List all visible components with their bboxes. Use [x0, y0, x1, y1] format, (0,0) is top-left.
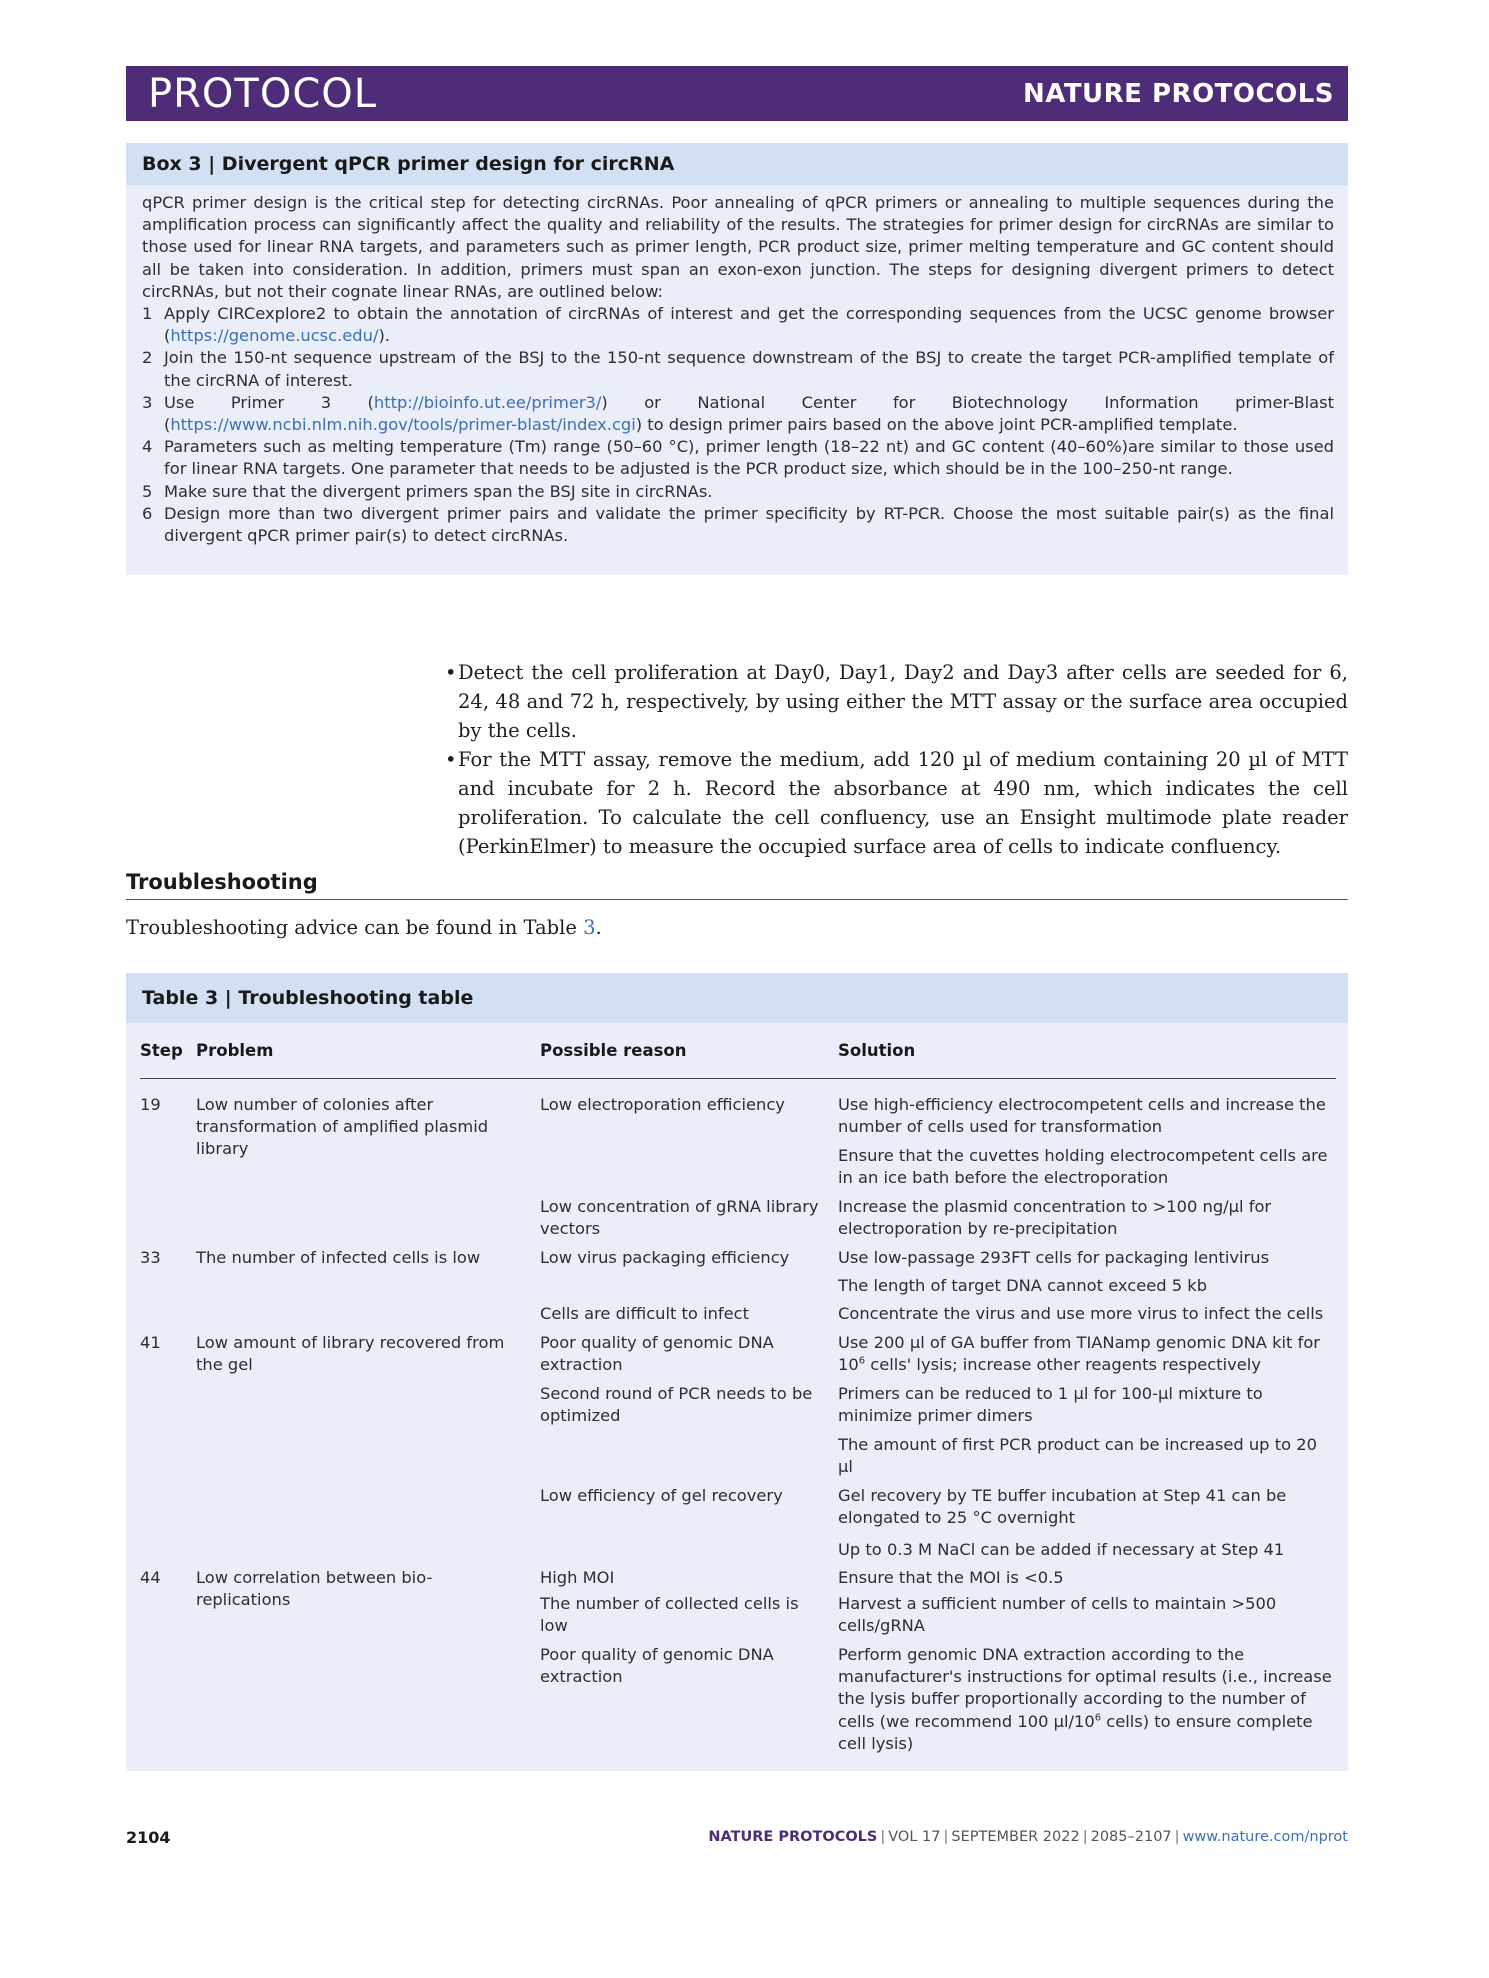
box-step-text: Design more than two divergent primer pairs and validate the primer specificity by RT-PCR. Choose the most suitable pair(s) as the final divergent qPCR primer pair(s) to detect circRNAs.: [164, 503, 1334, 546]
bullet-item: [445, 745, 1348, 861]
table-step: 41: [140, 1333, 161, 1352]
footer-pages: 2085–2107: [1090, 1829, 1172, 1845]
bullet-dot: •: [445, 661, 457, 684]
section-label: PROTOCOL: [148, 70, 378, 117]
table-problem: Low number of colonies after transformation of amplified plasmid library: [196, 1095, 489, 1159]
table-reason: Low efficiency of gel recovery: [540, 1486, 783, 1505]
primer3-link[interactable]: http://bioinfo.ut.ee/primer3/: [373, 392, 602, 412]
box-3-title: Box 3 | Divergent qPCR primer design for circRNA: [126, 143, 1348, 185]
table-reason: The number of collected cells is low: [540, 1594, 799, 1636]
table-solution: The amount of first PCR product can be increased up to 20 µl: [838, 1435, 1317, 1477]
table-solution: Harvest a sufficient number of cells to maintain >500 cells/gRNA: [838, 1594, 1277, 1636]
table-solution: Use high-efficiency electrocompetent cells and increase the number of cells used for transformation: [838, 1095, 1326, 1137]
table-3-title: Table 3 | Troubleshooting table: [126, 973, 1348, 1023]
box-step-number: 3: [142, 392, 153, 412]
bullet-item: [445, 658, 1348, 745]
table-solution: Use low-passage 293FT cells for packaging lentivirus: [838, 1248, 1270, 1267]
box-step-text: Apply CIRCexplore2 to obtain the annotation of circRNAs of interest and get the corresponding sequences from the UCSC genome browser (https://genome.ucsc.edu/).: [164, 304, 1334, 346]
primer-blast-link[interactable]: https://www.ncbi.nlm.nih.gov/tools/primer-blast/index.cgi: [170, 415, 636, 435]
table-header: [140, 1028, 1336, 1079]
box-3-intro: qPCR primer design is the critical step for detecting circRNAs. Poor annealing of qPCR primers or annealing to multiple sequences during the amplification process can significantly affect the quality and reliability of the results. The strategies for primer design for circRNAs are similar to those used for linear RNA targets, and parameters such as primer length, PCR product size, primer melting temperature and GC content should all be taken into consideration. In addition, primers must span an exon-exon junction. The steps for designing divergent primers to detect circRNAs, but not their cognate linear RNAs, are outlined below:: [142, 193, 1334, 301]
table-reason: High MOI: [540, 1568, 615, 1587]
table-step: 33: [140, 1248, 161, 1267]
box-step-number: 1: [142, 304, 153, 324]
box-step-number: 4: [142, 437, 153, 457]
table-reason: Second round of PCR needs to be optimized: [540, 1384, 813, 1426]
table-problem: Low amount of library recovered from the gel: [196, 1333, 505, 1375]
box-step: [142, 436, 1334, 480]
table-solution: Primers can be reduced to 1 µl for 100-µl mixture to minimize primer dimers: [838, 1384, 1263, 1426]
troubleshooting-heading: Troubleshooting: [126, 870, 1348, 900]
table-solution: Perform genomic DNA extraction according to the manufacturer's instructions for optimal results (i.e., increase the lysis buffer proportionally according to the number of cells (we recommend 100 $\mu l/10^6$ cells) to ensure complete cell lysis): [838, 1645, 1332, 1753]
box-3: [126, 143, 1348, 575]
table-reason: Low virus packaging efficiency: [540, 1248, 790, 1267]
header-problem: Problem: [196, 1041, 274, 1060]
footer-journal: NATURE PROTOCOLS: [708, 1829, 878, 1845]
header-solution: Solution: [838, 1041, 916, 1060]
troubleshooting-text: Troubleshooting advice can be found in Table 3.: [126, 916, 602, 939]
bullet-text: Detect the cell proliferation at Day0, Day1, Day2 and Day3 after cells are seeded for 6, 24, 48 and 72 h, respectively, by using either the MTT assay or the surface area occupied by the cells.: [458, 661, 1348, 742]
footer-date: SEPTEMBER 2022: [951, 1829, 1080, 1845]
box-step-number: 2: [142, 348, 153, 368]
header-step: Step: [140, 1041, 183, 1060]
table-step: 44: [140, 1568, 161, 1587]
footer-volume: VOL 17: [888, 1829, 941, 1845]
box-step-text: Make sure that the divergent primers span the BSJ site in circRNAs.: [164, 481, 713, 501]
table-solution: Use 200 µl of GA buffer from TIANamp genomic DNA kit for $10^6$ cells' lysis; increase other reagents respectively: [838, 1333, 1320, 1375]
box-step: [142, 303, 1334, 347]
table-step: 19: [140, 1095, 161, 1114]
bullet-dot: •: [445, 748, 457, 771]
box-step-text: Use Primer 3 (http://bioinfo.ut.ee/primer3/) or National Center for Biotechnology Information primer-Blast (https://www.ncbi.nlm.nih.gov/tools/primer-blast/index.cgi) to design primer pairs based on the above joint PCR-amplified template.: [164, 392, 1334, 435]
table-reason: Poor quality of genomic DNA extraction: [540, 1333, 774, 1375]
box-step: [142, 481, 1334, 503]
box-step-text: Parameters such as melting temperature (Tm) range (50–60 °C), primer length (18–22 nt) and GC content (40–60%)are similar to those used for linear RNA targets. One parameter that needs to be adjusted is the PCR product size, which should be in the 100–250-nt range.: [164, 437, 1334, 479]
box-step-number: 6: [142, 503, 153, 523]
table-reason: Low concentration of gRNA library vectors: [540, 1197, 819, 1239]
footer-url-link[interactable]: www.nature.com/nprot: [1182, 1829, 1348, 1845]
box-step-number: 5: [142, 481, 153, 501]
journal-name: NATURE PROTOCOLS: [1022, 78, 1334, 109]
page-number: 2104: [126, 1828, 171, 1847]
table-reason: Low electroporation efficiency: [540, 1095, 785, 1114]
table-reason: Cells are difficult to infect: [540, 1304, 749, 1323]
box-3-body: [126, 185, 1348, 547]
table-problem: Low correlation between bio-replications: [196, 1568, 433, 1610]
box-step-text: Join the 150-nt sequence upstream of the BSJ to the 150-nt sequence downstream of the BSJ to create the target PCR-amplified template of the circRNA of interest.: [164, 348, 1334, 390]
table-solution: Increase the plasmid concentration to >100 ng/µl for electroporation by re-precipitation: [838, 1197, 1272, 1239]
table-solution: Ensure that the MOI is <0.5: [838, 1568, 1064, 1587]
table-problem: The number of infected cells is low: [196, 1248, 481, 1267]
page-header: [126, 66, 1348, 121]
troubleshooting-table: [126, 973, 1348, 1771]
table-solution: Gel recovery by TE buffer incubation at Step 41 can be elongated to 25 °C overnight: [838, 1486, 1287, 1528]
procedure-bullets: [445, 658, 1348, 861]
table-solution: Up to 0.3 M NaCl can be added if necessary at Step 41: [838, 1540, 1285, 1559]
box-step: [142, 392, 1334, 436]
footer-citation: NATURE PROTOCOLS | VOL 17 | SEPTEMBER 2022 | 2085–2107 | www.nature.com/nprot: [708, 1829, 1348, 1845]
table-solution: The length of target DNA cannot exceed 5 kb: [838, 1276, 1208, 1295]
ucsc-link[interactable]: https://genome.ucsc.edu/: [170, 326, 379, 346]
table-reason: Poor quality of genomic DNA extraction: [540, 1645, 774, 1687]
box-step: [142, 503, 1334, 547]
bullet-text: For the MTT assay, remove the medium, add 120 µl of medium containing 20 µl of MTT and incubate for 2 h. Record the absorbance at 490 nm, which indicates the cell proliferation. To calculate the cell confluency, use an Ensight multimode plate reader (PerkinElmer) to measure the occupied surface area of cells to indicate confluency.: [458, 748, 1348, 858]
header-reason: Possible reason: [540, 1041, 687, 1060]
table-3-link[interactable]: 3: [583, 916, 596, 939]
table-solution: Concentrate the virus and use more virus to infect the cells: [838, 1304, 1324, 1323]
box-step: [142, 347, 1334, 391]
table-solution: Ensure that the cuvettes holding electrocompetent cells are in an ice bath before the electroporation: [838, 1146, 1328, 1188]
